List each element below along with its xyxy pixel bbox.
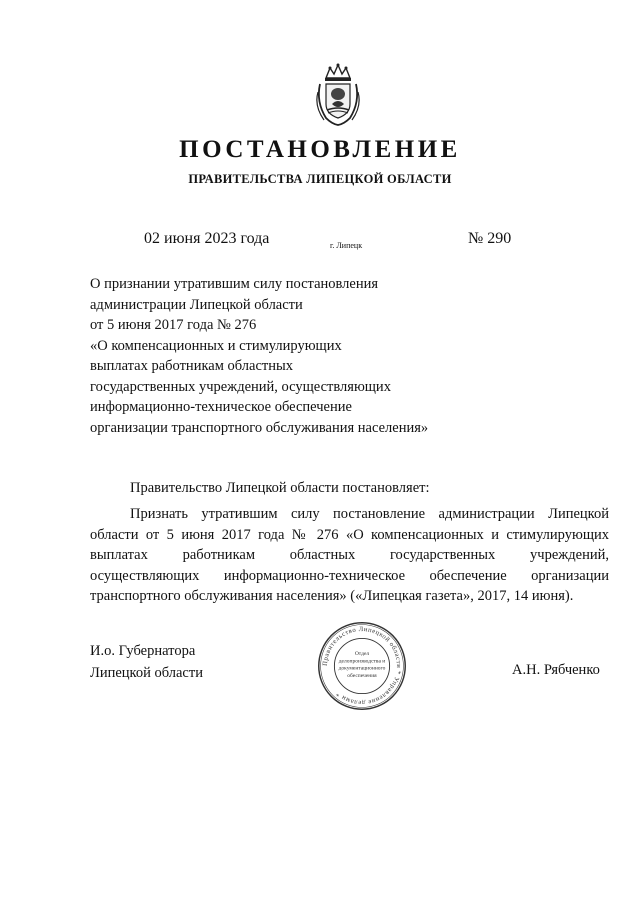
document-heading <box>90 274 470 438</box>
body-paragraph <box>90 504 609 607</box>
signatory-position <box>90 640 203 684</box>
document-date: 02 июня 2023 года <box>144 230 270 247</box>
signatory-position-line: Липецкой области <box>90 665 203 681</box>
heading-line: администрации Липецкой области <box>90 296 303 313</box>
heading-line: «О компенсационных и стимулирующих <box>90 337 342 354</box>
preamble-text: Правительство Липецкой области постановляет: <box>130 480 430 496</box>
document-subtitle: ПРАВИТЕЛЬСТВА ЛИПЕЦКОЙ ОБЛАСТИ <box>188 172 452 186</box>
heading-line: выплатах работникам областных <box>90 358 293 374</box>
seal-inner-line: Отдел <box>354 650 370 657</box>
seal-inner-line: делопроизводства и <box>338 658 386 665</box>
body-line: транспортного обслуживания населения» («Липецкая газета», 2017, 14 июня). <box>90 588 574 604</box>
seal-inner-line: обеспечения <box>347 673 377 680</box>
seal-inner-line: документационного <box>338 665 386 672</box>
seal-outer-text: Правительство Липецкой области * Управление делами * <box>321 625 402 707</box>
document-number: № 290 <box>468 230 512 247</box>
heading-line: О признании утратившим силу постановления <box>90 276 379 292</box>
heading-line: от 5 июня 2017 года № 276 <box>90 317 257 333</box>
heading-line: государственных учреждений, осуществляющих <box>90 378 391 395</box>
body-line: Признать утратившим силу постановление администрации Липецкой <box>130 506 609 522</box>
document-city: г. Липецк <box>330 241 363 250</box>
heading-line: информационно-техническое обеспечение <box>90 399 352 415</box>
official-seal-icon <box>316 620 408 712</box>
body-line: выплатах работникам областных государственных учреждений, <box>90 547 609 563</box>
heading-line: организации транспортного обслуживания населения» <box>90 419 429 436</box>
body-line: области от 5 июня 2017 года № 276 «О компенсационных и стимулирующих <box>90 526 609 543</box>
lipetsk-coat-of-arms-icon <box>314 62 362 126</box>
document-title: ПОСТАНОВЛЕНИЕ <box>179 136 461 163</box>
signatory-name: А.Н. Рябченко <box>512 662 600 678</box>
body-line: осуществляющих информационно-техническое обеспечение организации <box>90 567 609 584</box>
signatory-position-line: И.о. Губернатора <box>90 643 196 659</box>
